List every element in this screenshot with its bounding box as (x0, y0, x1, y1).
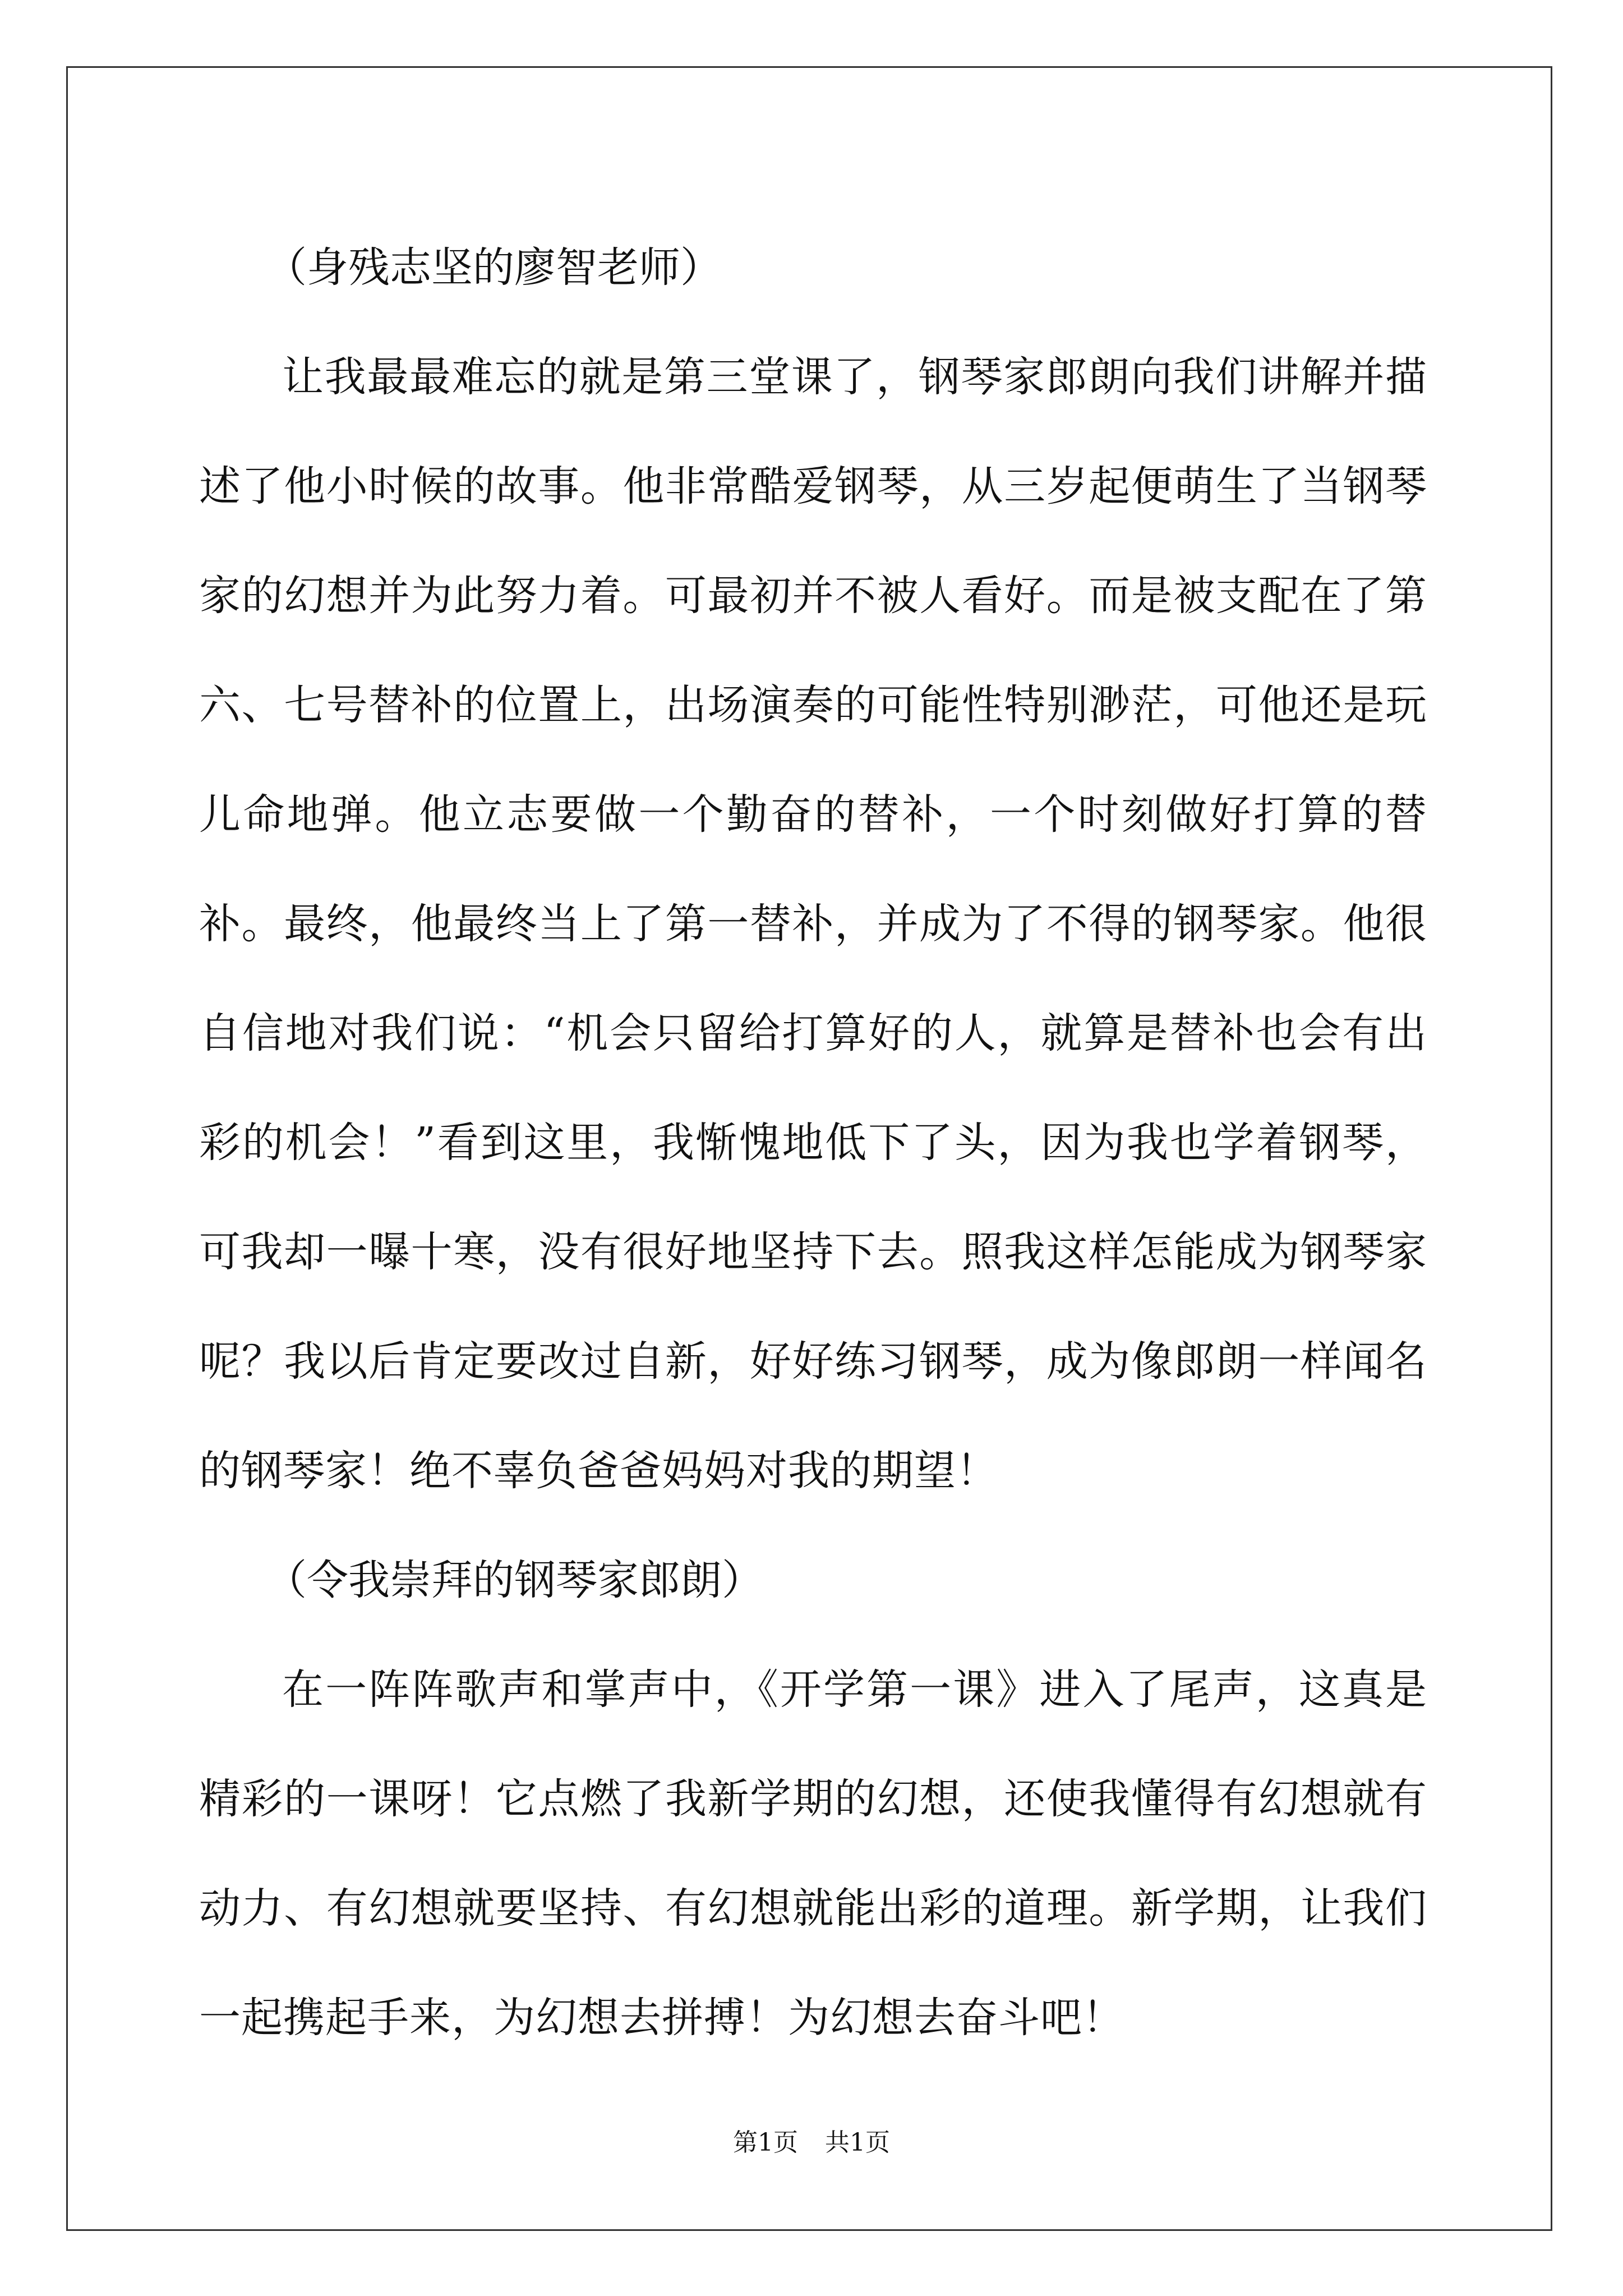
document-body (199, 213, 1427, 2073)
page-footer (0, 2126, 1623, 2160)
photo-caption-liao-zhi: （身残志坚的廖智老师） (265, 243, 722, 292)
page-number: 第1页 (733, 2128, 798, 2157)
paragraph-conclusion: 在一阵阵歌声和掌声中，《开学第一课》进入了尾声，这真是精彩的一课呀！它点燃了我新学期的幻想，还使我懂得有幻想就有动力、有幻想就要坚持、有幻想就能出彩的道理。新学期，让我们一起携起手来，为幻想去拼搏！为幻想去奋斗吧！ (199, 1665, 1427, 2042)
photo-caption-lang-lang: （令我崇拜的钢琴家郎朗） (265, 1556, 763, 1604)
paragraph-lang-lang-story: 让我最最难忘的就是第三堂课了，钢琴家郎朗向我们讲解并描述了他小时候的故事。他非常酷爱钢琴，从三岁起便萌生了当钢琴家的幻想并为此努力着。可最初并不被人看好。而是被支配在了第六、七号替补的位置上，出场演奏的可能性特别渺茫，可他还是玩儿命地弹。他立志要做一个勤奋的替补，一个时刻做好打算的替补。最终，他最终当上了第一替补，并成为了不得的钢琴家。他很自信地对我们说：“机会只留给打算好的人，就算是替补也会有出彩的机会！”看到这里，我惭愧地低下了头，因为我也学着钢琴，可我却一曝十寒，没有很好地坚持下去。照我这样怎能成为钢琴家呢？我以后肯定要改过自新，好好练习钢琴，成为像郎朗一样闻名的钢琴家！绝不辜负爸爸妈妈对我的期望！ (199, 353, 1427, 1495)
page-total: 共1页 (825, 2128, 890, 2157)
